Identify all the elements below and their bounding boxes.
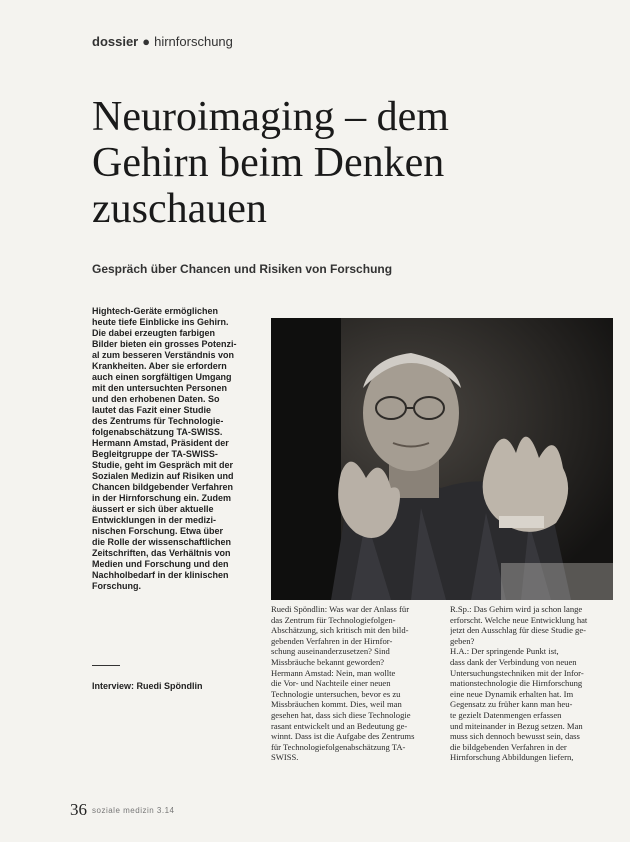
kicker-bullet-icon: ● (142, 34, 151, 49)
text-line: für Technologiefolgenabschätzung TA- (271, 741, 406, 752)
text-line: rasant entwickelt und an Bedeutung ge- (271, 720, 408, 731)
text-line: schung auseinanderzusetzen? Sind (271, 646, 390, 657)
text-line: erforscht. Welche neue Entwicklung hat (450, 614, 588, 625)
text-line: R.Sp.: Das Gehirn wird ja schon lange (450, 604, 583, 614)
text-line: Begleitgruppe der TA-SWISS- (92, 449, 218, 459)
text-line: das Zentrum für Technologiefolgen- (271, 614, 396, 625)
text-line: jetzt den Ausschlag für diese Studie ge- (450, 625, 587, 636)
text-line: Studie, geht im Gespräch mit der (92, 460, 234, 470)
text-line: auch einen sorgfältigen Umgang (92, 372, 232, 382)
interview-photo (271, 318, 613, 600)
text-line: die Vor- und Nachteile einer neuen (271, 678, 391, 689)
text-line: Sozialen Medizin auf Risiken und (92, 471, 234, 481)
text-line: gebenden Verfahren in der Hirnfor- (271, 635, 393, 646)
text-line: Abschätzung, sich kritisch mit den bild- (271, 625, 409, 636)
text-line: Ruedi Spöndlin: Was war der Anlass für (271, 604, 410, 614)
text-line: und miteinander in Bezug setzen. Man (450, 720, 583, 731)
title-line: zuschauen (92, 186, 267, 232)
text-line: mit den untersuchten Personen (92, 383, 228, 393)
text-line: heute tiefe Einblicke ins Gehirn. (92, 317, 229, 327)
page-number: 36 (70, 800, 87, 819)
text-line: Forschung. (92, 581, 141, 591)
text-line: die Rolle der wissenschaftlichen (92, 537, 232, 547)
body-column-right (450, 604, 608, 763)
text-line: Hirnforschung Abbildungen liefern, (450, 752, 574, 763)
text-line: gesehen hat, dass sich diese Technologie (271, 709, 411, 720)
text-line: des Zentrums für Technologie- (92, 416, 224, 426)
text-line: Entwicklungen in der medizi- (92, 515, 217, 525)
section-kicker (92, 34, 233, 49)
divider (92, 665, 120, 666)
text-line: Hightech-Geräte ermöglichen (92, 306, 219, 316)
kicker-topic: hirnforschung (154, 34, 233, 49)
article-title (92, 94, 592, 232)
text-line: äussert er sich über aktuelle (92, 504, 214, 514)
text-line: Hermann Amstad: Nein, man wollte (271, 667, 396, 678)
article-subtitle: Gespräch über Chancen und Risiken von Forschung (92, 262, 393, 276)
issue-info: soziale medizin 3.14 (92, 806, 175, 815)
text-line: al zum besseren Verständnis von (92, 350, 235, 360)
body-column-left (271, 604, 429, 763)
text-line: Bilder bieten ein grosses Potenzi- (92, 339, 237, 349)
text-line: Chancen bildgebender Verfahren (92, 482, 234, 492)
title-line: Gehirn beim Denken (92, 140, 445, 186)
text-line: die bildgebenden Verfahren in der (450, 741, 567, 752)
text-line: folgenabschätzung TA-SWISS. (92, 427, 223, 437)
text-line: nischen Forschung. Etwa über (92, 526, 224, 536)
text-line: Zeitschriften, das Verhältnis von (92, 548, 231, 558)
text-line: H.A.: Der springende Punkt ist, (450, 646, 559, 657)
text-line: geben? (450, 635, 475, 646)
text-line: Krankheiten. Aber sie erfordern (92, 361, 227, 371)
kicker-section: dossier (92, 34, 139, 49)
text-line: Medien und Forschung und den (92, 559, 229, 569)
text-line: Missbräuche bekannt geworden? (271, 656, 385, 667)
text-line: te gezielt Datenmengen erfassen (450, 709, 562, 720)
text-line: mationstechnologie die Hirnforschung (450, 678, 583, 689)
interview-credit: Interview: Ruedi Spöndlin (92, 681, 203, 691)
text-line: Untersuchungstechniken mit der Infor- (450, 667, 584, 678)
text-line: SWISS. (271, 752, 299, 763)
text-line: lautet das Fazit einer Studie (92, 405, 212, 415)
text-line: Die dabei erzeugten farbigen (92, 328, 216, 338)
text-line: eine neue Dynamik erhalten hat. Im (450, 688, 574, 699)
text-line: und den erhobenen Daten. So (92, 394, 220, 404)
text-line: winnt. Dass ist die Aufgabe des Zentrums (271, 731, 415, 742)
photo-illustration (271, 318, 613, 600)
text-line: muss sich dennoch bewusst sein, dass (450, 731, 580, 742)
text-line: Missbräuchen kommt. Dies, weil man (271, 699, 402, 710)
text-line: Technologie untersuchen, bevor es zu (271, 688, 401, 699)
text-line: Hermann Amstad, Präsident der (92, 438, 229, 448)
lead-paragraph (92, 306, 262, 592)
text-line: Nachholbedarf in der klinischen (92, 570, 229, 580)
text-line: in der Hirnforschung ein. Zudem (92, 493, 232, 503)
text-line: Gegensatz zu früher kann man heu- (450, 699, 573, 710)
text-line: dass dank der Verbindung von neuen (450, 656, 577, 667)
title-line: Neuroimaging – dem (92, 94, 449, 140)
